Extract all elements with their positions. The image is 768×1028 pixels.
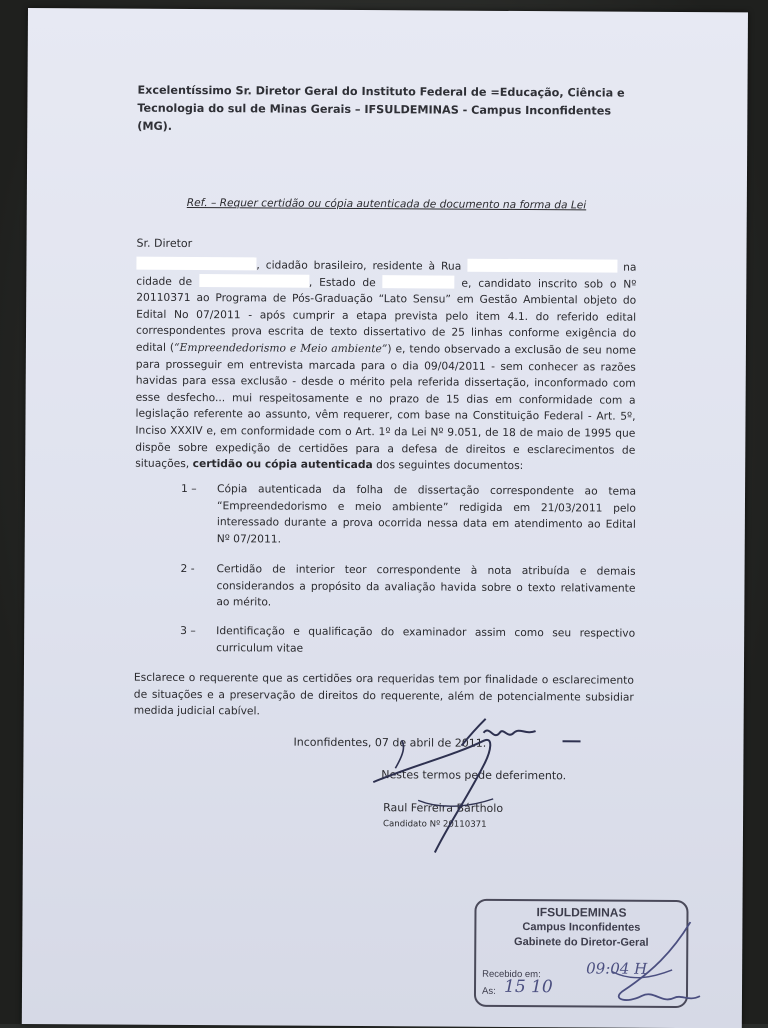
list-item-text: Certidão de interior teor correspondente à nota atribuída e demais considerandos a propósito da avaliação havida sobre o texto relativamente ao mérito.: [216, 562, 636, 609]
place-date: Inconfidentes, 07 de abril de 2011.: [293, 735, 487, 750]
body-text-3: , Estado de: [308, 275, 376, 289]
body-text-4: e, candidato inscrito sob o Nº 20110371 ao Programa de Pós-Graduação “Lato Sensu” em Gestão Ambiental objeto do Edital No 07/2011 - após cumprir a etapa prevista pelo item 4.1. do referido edital correspondentes prova escrita de texto dissertativo de 25 linhas conforme exigência do edital (: [135, 276, 637, 354]
redacted-city: [199, 274, 309, 288]
body-italic-theme: “Empreendedorismo e Meio ambiente”: [174, 340, 388, 356]
candidate-number: Candidato Nº 20110371: [382, 819, 487, 830]
list-item-number: 2 -: [180, 561, 195, 576]
list-item-number: 3 –: [180, 623, 196, 638]
stamp-signature: [582, 911, 713, 1012]
list-item-text: Cópia autenticada da folha de dissertação correspondente ao tema “Empreendedorismo e meio ambiente” redigida em 21/03/2011 pelo interessado durante a prova ocorrida nessa data em atendimento ao Edital Nº 07/2011.: [216, 482, 637, 546]
closing-paragraph: Esclarece o requerente que as certidões ora requeridas tem por finalidade o esclarecimento de situações e a preservação de direitos do requerente, além de potencialmente subsidiar medida judicial cabível.: [133, 670, 634, 718]
deferment-line: Nestes termos pede deferimento.: [381, 768, 567, 783]
signer-name: Raul Ferreira Bártholo: [383, 801, 504, 815]
stamp-received-label: Recebido em:: [482, 968, 541, 981]
reference-line: Ref. – Requer certidão ou cópia autenticada de documento na forma da Lei: [186, 196, 587, 212]
redacted-name: [136, 257, 256, 271]
list-item-number: 1 –: [181, 481, 197, 496]
body-text-5: ) e, tendo observado a exclusão de seu nome para prosseguir em entrevista marcada para o dia 09/04/2011 - sem conhecer as razões havidas para essa exclusão - desde o mérito pela referida dissertação, inconformado com esse desfecho... mui respeitosamente e no prazo de 15 dias em conformidade com a legislação referente ao assunto, vêm requerer, com base na Constituição Federal - Art. 5º, Inciso XXXIV e, em conformidade com o Art. 1º da Lei Nº 9.051, de 18 de maio de 1995 que dispõe sobre expedição de certidões para a defesa de direitos e esclarecimentos de situações,: [135, 342, 636, 471]
stamp-office: Gabinete do Diretor-Geral: [514, 935, 649, 949]
body-text-2: na cidade de: [136, 260, 637, 288]
stamp-institution: IFSULDEMINAS: [536, 905, 627, 920]
list-item-text: Identificação e qualificação do examinador assim como seu respectivo curriculum vitae: [216, 624, 636, 655]
body-paragraph: [135, 257, 636, 476]
list-item: [180, 623, 635, 659]
body-bold-request: certidão ou cópia autenticada: [192, 457, 373, 472]
stamp-handwritten-date: 15 10: [503, 976, 553, 998]
handwritten-signature: [343, 710, 584, 861]
stamp-time-label: As:: [481, 985, 496, 997]
ink-mark: [562, 739, 582, 743]
body-text-1: , cidadão brasileiro, residente à Rua: [256, 258, 462, 273]
redacted-state: [383, 275, 455, 288]
body-text-6: dos seguintes documentos:: [376, 458, 524, 473]
salutation: Sr. Diretor: [136, 236, 193, 251]
redacted-street: [467, 259, 617, 273]
letter-page: [22, 8, 748, 1028]
stamp-campus: Campus Inconfidentes: [522, 921, 641, 934]
addressee: Excelentíssimo Sr. Diretor Geral do Instituto Federal de =Educação, Ciência e Tecnologia do sul de Minas Gerais – IFSULDEMINAS - Campus Inconfidentes (MG).: [137, 83, 625, 133]
list-item: [180, 561, 635, 614]
list-item: [181, 481, 636, 550]
stamp-handwritten-time: 09:04 H: [586, 959, 648, 978]
